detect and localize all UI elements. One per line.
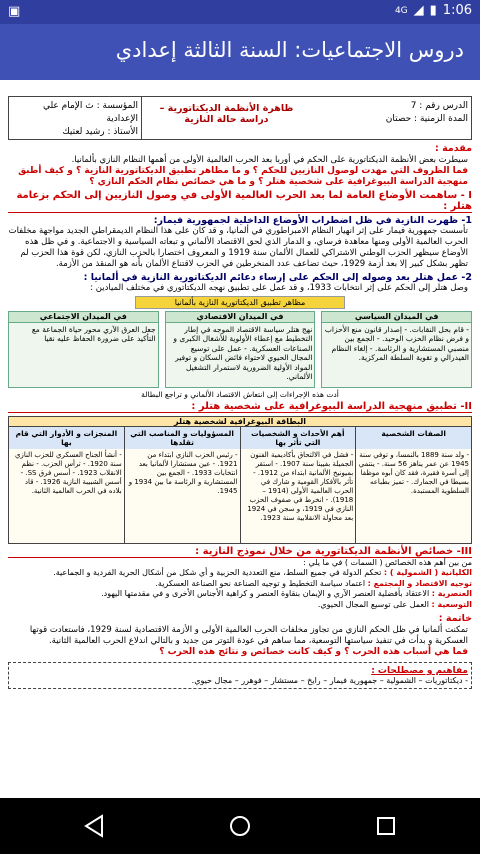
political-column (321, 311, 472, 388)
column-body: جعل العرق الآري محور حياة الجماعة مع التأكيد على ضرورة الحفاظ عليه نقيا (31, 324, 156, 343)
status-right (395, 3, 472, 18)
notification-icon: ▣ (8, 4, 21, 19)
social-column (8, 311, 159, 388)
section-1-2-title: 2- عمل هتلر بعد وصوله إلى الحكم على إرساء دعائم الديكتاتورية النازية في ألمانيا : (83, 272, 472, 283)
bio-head-cell: أهم الأحداث و الشخصيات التي تأثر بها (240, 427, 356, 449)
column-body: نهج هتلر سياسة الاقتصاد الموجه في إطار التخطيط مع إعطاء الأولوية للأشغال الكبرى و الصناعات العسكرية. - عمل على توسيع المجال الحيوي لاحتواء فائض السكان و توفير المواد الأولية الضرورية لاستمرار التشغيل الألماني. (173, 324, 313, 381)
navigation-bar (0, 798, 480, 854)
trait-item (8, 600, 472, 611)
columns-note: أدت هذه الإجراءات إلى انتعاش الاقتصاد الألماني و تراجع البطالة (141, 389, 339, 399)
lesson-header (8, 96, 472, 140)
bio-cell: - رئيس الحزب النازي ابتداء من 1921. - عين مستشارا لألمانيا بعد انتخابات 1933. - الجمع بين المستشارية و الرئاسة ما بين 1934 و 1945. (124, 449, 240, 543)
bio-head-cell: المنجزات و الأدوار التي قام بها (15, 428, 118, 447)
back-icon[interactable] (80, 812, 108, 840)
economic-column (165, 311, 316, 388)
bio-table-row (9, 449, 471, 543)
recents-icon[interactable] (372, 812, 400, 840)
trait-value: اعتماد سياسة التخطيط و توجيه الصناعة نحو الصناعة العسكرية. (155, 578, 366, 588)
bio-head-cell: المسؤوليات و المناصب التي تقلدها (124, 427, 240, 449)
bio-cell: - أنشأ الجناح العسكري للحزب النازي سنة 1920. - ترأس الحزب. - نظم الانقلاب 1923. - أسس فرق SS. - أسس الشبيبة النازية 1926. - قاد بلاده في الحرب العالمية الثانية. (9, 449, 124, 543)
lesson-duration: المدة الزمنية : حصتان (385, 114, 468, 124)
section-2-title: II- تطبيق منهجية الدراسة البيوغرافية على شخصية هتلر : (8, 401, 472, 413)
battery-icon: ▮ (429, 3, 437, 18)
trait-key: التوسعية : (431, 599, 472, 609)
conclusion-question: فما هي أسباب هذه الحرب ؟ و كيف كانت خصائص و نتائج هذه الحرب ؟ (159, 647, 468, 657)
conclusion-text: تمكنت ألمانيا في ظل الحكم النازي من تجاوز مخلفات الحرب العالمية الأولى و الأزمة الاقتصادية لسنة 1929، فاستعادت قوتها العسكرية و بدأت في تنفيذ سياستها التوسعية، مما ساهم في عودة التوتر من جديد و بالتالي اندلاع الحرب العالمية الثانية. (29, 625, 468, 646)
bio-head-cell: الصفات الشخصية (355, 427, 471, 449)
column-title: في الميدان الاجتماعي (9, 312, 158, 323)
traits-list (8, 558, 472, 611)
bio-table-title: البطاقة البيوغرافية لشخصية هتلر (9, 417, 471, 427)
concepts-text: - ديكتاتوريات – الشمولية – جمهورية فيمار – رايخ – مستشار – فوهرر – مجال حيوي. (191, 676, 468, 685)
status-left-icons (8, 4, 20, 19)
intro-questions: فما الظروف التي مهدت لوصول النازيين للحكم ؟ و ما مظاهر تطبيق الديكتاتورية النازية ؟ و كيف أطبق منهجية الدراسة البيوغرافية على شخصية هتلر ؟ و ما هي خصائص نظام الحكم النازي ؟ (18, 166, 468, 187)
trait-value: العمل على توسيع المجال الحيوي. (317, 599, 429, 609)
trait-value: تحكم الدولة في جميع السلط، منع التعددية الحزبية و أي شكل من أشكال الحرية الفردية و الجماعية. (53, 568, 382, 577)
column-body: - قام بحل النقابات. - إصدار قانون منع الأحزاب و فرض نظام الحزب الوحيد. - الجمع بين منصبي المستشارية و الرئاسة. - إلغاء النظام الفيدرالي و تقوية السلطة المركزية. (324, 324, 469, 362)
signal-icon: ◢ (413, 3, 424, 18)
trait-key: العنصرية : (431, 589, 472, 598)
section-1-1-title: 1- ظهرت النازية في ظل اضطراب الأوضاع الداخلية لجمهورية فيمار: (153, 215, 472, 226)
trait-value: الاعتقاد بأفضلية العنصر الآري و الإيمان بنقاوة العنصر و كراهية الأجناس الأخرى و في مقدمتها اليهود. (101, 589, 430, 598)
network-label: 4G (394, 5, 408, 16)
concepts-box (8, 662, 472, 689)
lesson-meta (311, 97, 471, 139)
bio-cell: - ولد سنة 1889 بالنمسا، و توفي سنة 1945 عن عمر يناهز 56 سنة. - ينتمي إلى أسرة فقيرة، فقد كان أبوه موظفا بسيطا في الجمارك. - تميز بطباعه السلطوية المستبدة. (355, 449, 471, 543)
section-1-title: I - ساهمت الأوضاع العامة لما بعد الحرب العالمية الأولى في وصول النازيين إلى الحكم بزعامة هتلر : (8, 190, 472, 213)
lesson-number: الدرس رقم : 7 (410, 101, 468, 111)
trait-item (8, 579, 472, 590)
school-name: المؤسسة : ث الإمام علي الإعدادية (42, 101, 138, 124)
app-title: دروس الاجتماعيات: السنة الثالثة إعدادي (115, 38, 464, 62)
domains-columns (8, 311, 472, 388)
trait-item (8, 589, 472, 600)
teacher-name: الأستاذ : رشيد لعتيك (62, 127, 138, 137)
bio-table-head (9, 427, 471, 449)
trait-key: توجيه الاقتصاد و المجتمع : (367, 578, 472, 588)
concepts-title: مفاهيم و مصطلحات : (371, 666, 468, 676)
section-1-2-text: وصل هتلر إلى الحكم على إثر انتخابات 1933، و قد عمل على تطبيق نهجه الديكتاتوري في مختلف الميادين : (90, 283, 468, 293)
trait-item (8, 568, 472, 579)
section-1-1-text: تأسست جمهورية فيمار على إثر انهيار النظام الامبراطوري في ألمانيا، و قد كان على هذا النظام الديمقراطي الجديد مواجهة مخلفات الحرب العالمية الأولى ومنها معاهدة فرساي، و الدمار الذي لحق الاقتصاد الألماني و تبعاته السياسية و الاجتماعية. و في ظل هذه الأوضاع سيظهر الحزب الوطني الاشتراكي للعمال الألمان سنة 1919 و المعروف اختصارا بالحزب النازي، لكن قوة هذا الحزب لم تظهر بشكل كبير إلا بعد أزمة 1929، حيث تضاعف عدد المنخرطين في الحزب لاقتناع الألمان بأنه هو المنقذ من الأزمة. (8, 226, 468, 269)
bio-table (8, 416, 472, 544)
lesson-document[interactable] (8, 96, 472, 780)
intro-text: سيطرت بعض الأنظمة الديكتاتورية على الحكم في أوربا بعد الحرب العالمية الأولى من أهمها النظام النازي بألمانيا. (71, 155, 468, 165)
intro-label: مقدمة : (435, 143, 472, 154)
app-bar (0, 24, 480, 80)
status-bar (0, 0, 480, 24)
school-info (9, 97, 141, 139)
conclusion-label: خاتمة : (438, 613, 472, 624)
section-3-title: III- خصائص الأنظمة الديكتاتورية من خلال نموذج النازية : (8, 546, 472, 558)
dictatorship-box: مظاهر تطبيق الديكتاتورية النازية بألمانيا (135, 296, 345, 309)
trait-key: الكليانية ( الشمولية ) : (383, 568, 472, 577)
clock: 1:06 (442, 3, 472, 18)
home-icon[interactable] (226, 812, 254, 840)
column-title: في الميدان الاقتصادي (166, 312, 315, 323)
traits-intro: من بين أهم هذه الخصائص ( السمات ) في ما يلي : (303, 557, 472, 567)
column-title: في الميدان السياسي (322, 312, 471, 323)
lesson-title: ظاهرة الأنظمة الديكتاتورية – دراسة حالة النازية (141, 97, 311, 139)
bio-cell: - فشل في الالتحاق بأكاديمية الفنون الجميلة بفيينا سنة 1907. - استقر بميونيخ الألمانية ابتداء من 1912. - تأثر بالأفكار القومية و شارك في الحرب العالمية الأولى (1914 – 1918). - انخرط في صفوف الحزب النازي في 1919، و سجن في 1924 بعد محاولة الانقلابية سنة 1923. (240, 449, 356, 543)
